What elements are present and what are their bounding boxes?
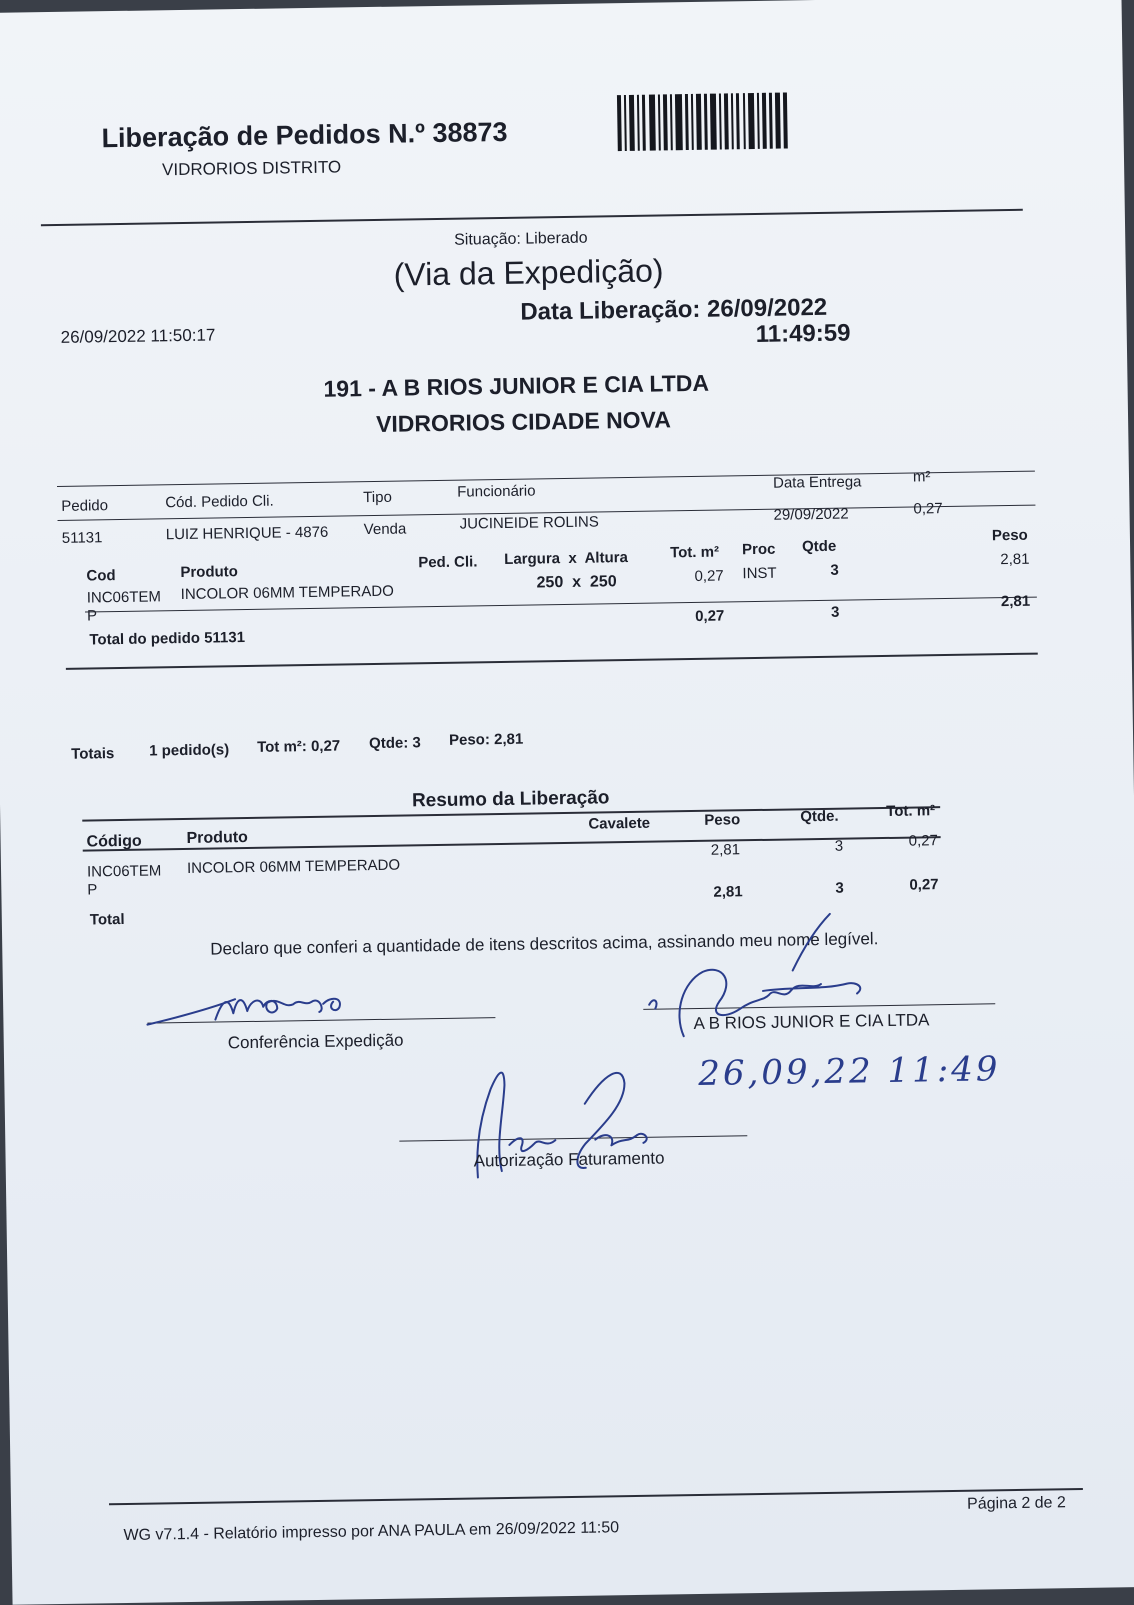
client-order-code: LUIZ HENRIQUE - 4876 <box>165 523 329 544</box>
col-header-funcionario: Funcionário <box>457 482 536 501</box>
summary-item-peso: 2,81 <box>710 841 741 859</box>
item-header-cod: Cod <box>86 567 116 585</box>
printed-timestamp: 26/09/2022 11:50:17 <box>60 325 216 347</box>
totals-orders: 1 pedido(s) <box>149 741 230 760</box>
client-signature-label: A B RIOS JUNIOR E CIA LTDA <box>693 1010 930 1034</box>
summary-total-label: Total <box>89 910 125 929</box>
item-qtde: 3 <box>830 561 839 579</box>
summary-total-peso: 2,81 <box>713 883 743 901</box>
order-type: Venda <box>363 520 407 539</box>
release-time: 11:49:59 <box>755 319 851 348</box>
autorizacao-label: Autorização Faturamento <box>473 1148 665 1171</box>
summary-header-tot-m2: Tot. m² <box>886 802 936 820</box>
item-header-produto: Produto <box>180 563 239 582</box>
copy-type: (Via da Expedição) <box>393 252 664 293</box>
item-code-cont: P <box>86 607 98 625</box>
item-header-qtde: Qtde <box>801 537 837 556</box>
order-total-label: Total do pedido 51131 <box>89 629 246 649</box>
release-date: Data Liberação: 26/09/2022 <box>520 293 828 326</box>
summary-total-tot-m2: 0,27 <box>909 876 939 894</box>
employee-name: JUCINEIDE ROLINS <box>459 513 599 533</box>
col-header-tipo: Tipo <box>363 488 392 507</box>
declaration-text: Declaro que conferi a quantidade de itens descritos acima, assinando meu nome legível. <box>210 929 879 959</box>
col-header-data-entrega: Data Entrega <box>772 473 862 492</box>
client-store: VIDRORIOS CIDADE NOVA <box>375 406 672 437</box>
order-total-qtde: 3 <box>830 603 840 621</box>
order-number: 51131 <box>61 529 103 547</box>
item-header-dimensions: Largura x Altura <box>504 549 628 568</box>
totals-peso: Peso: 2,81 <box>448 730 524 749</box>
summary-header-cavalete: Cavalete <box>588 814 651 833</box>
order-total-peso: 2,81 <box>1000 592 1031 611</box>
summary-header-qtde: Qtde. <box>800 807 839 826</box>
summary-header-codigo: Código <box>86 832 142 851</box>
item-header-peso: Peso <box>991 526 1028 545</box>
order-total-m2: 0,27 <box>694 607 725 625</box>
item-peso: 2,81 <box>1000 550 1030 569</box>
item-header-tot-m2: Tot. m² <box>669 543 720 562</box>
totals-m2: Tot m²: 0,27 <box>257 737 341 756</box>
summary-item-code: INC06TEM <box>86 862 162 881</box>
summary-item-qtde: 3 <box>834 837 844 855</box>
summary-total-qtde: 3 <box>835 879 844 897</box>
item-code: INC06TEM <box>86 588 162 607</box>
client-name: 191 - A B RIOS JUNIOR E CIA LTDA <box>323 369 710 402</box>
company-name: VIDRORIOS DISTRITO <box>161 157 342 180</box>
conferencia-signature <box>143 987 384 1031</box>
totals-qtde: Qtde: 3 <box>368 734 421 753</box>
col-header-m2: m² <box>912 468 931 486</box>
item-proc: INST <box>742 564 777 583</box>
conferencia-label: Conferência Expedição <box>227 1030 404 1053</box>
col-header-cod-pedido-cli: Cód. Pedido Cli. <box>165 492 274 512</box>
order-table-bottom-rule <box>66 653 1038 670</box>
summary-header-peso: Peso <box>704 811 741 829</box>
item-header-ped-cli: Ped. Cli. <box>418 553 478 572</box>
order-m2: 0,27 <box>913 500 943 518</box>
handwritten-date: 26,09,22 11:49 <box>698 1049 1001 1094</box>
summary-title: Resumo da Liberação <box>411 787 610 812</box>
item-dimensions: 250 x 250 <box>536 573 617 592</box>
header-divider <box>41 209 1023 226</box>
summary-header-produto: Produto <box>186 829 249 847</box>
item-tot-m2: 0,27 <box>694 567 724 585</box>
footer-rule <box>109 1488 1083 1505</box>
delivery-date: 29/09/2022 <box>773 505 849 524</box>
summary-item-code-cont: P <box>87 881 98 899</box>
document-title: Liberação de Pedidos N.º 38873 <box>101 116 508 154</box>
barcode-icon <box>617 92 790 151</box>
situation-status: Situação: Liberado <box>454 229 588 249</box>
summary-item-product: INCOLOR 06MM TEMPERADO <box>186 856 401 877</box>
totals-label: Totais <box>71 745 115 763</box>
col-header-pedido: Pedido <box>61 497 109 515</box>
item-product: INCOLOR 06MM TEMPERADO <box>180 582 394 604</box>
footer-printed-by: WG v7.1.4 - Relatório impresso por ANA PAULA em 26/09/2022 11:50 <box>123 1519 620 1545</box>
footer-page-number: Página 2 de 2 <box>966 1494 1066 1513</box>
item-header-proc: Proc <box>741 540 776 559</box>
table-top-rule <box>57 471 1035 487</box>
summary-item-tot-m2: 0,27 <box>908 832 939 850</box>
